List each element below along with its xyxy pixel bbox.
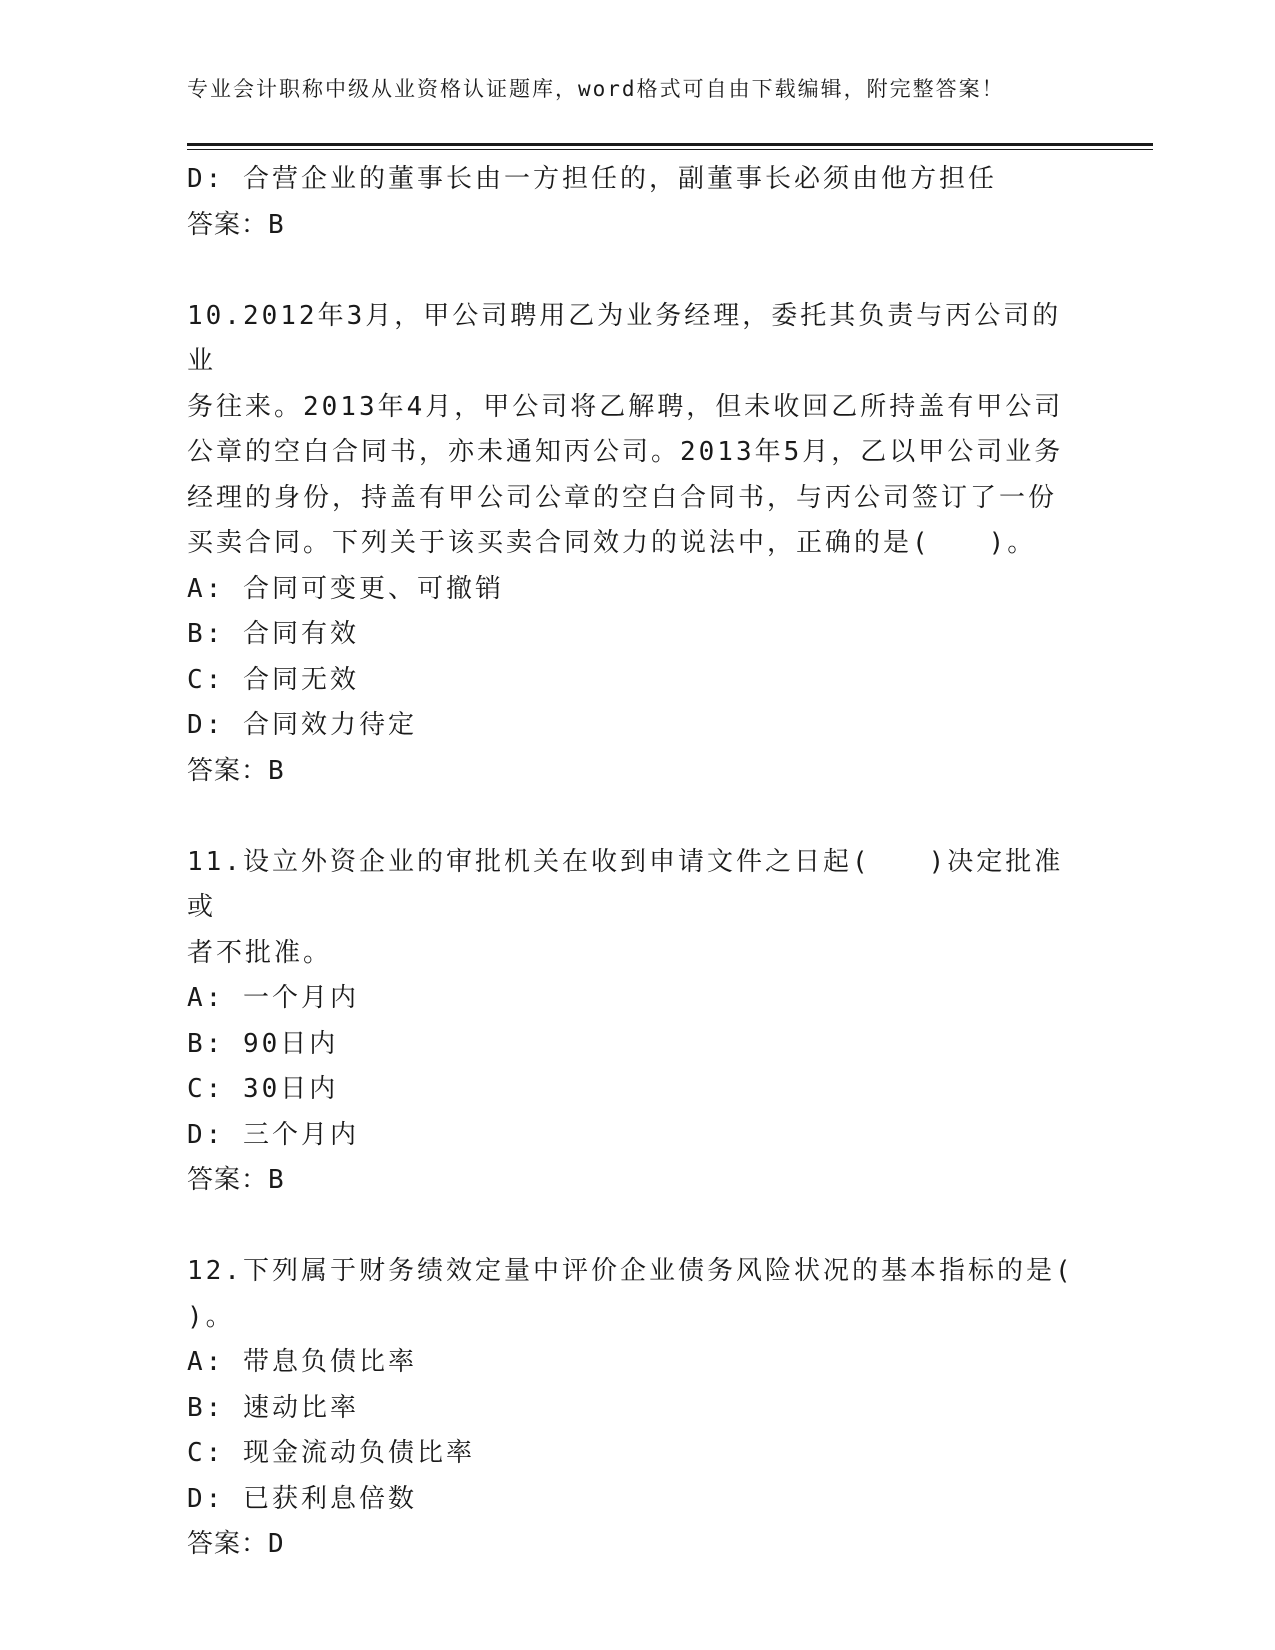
question-content bbox=[187, 157, 1087, 1568]
answer-line: 答案：B bbox=[187, 209, 285, 240]
answer-line: 答案：D bbox=[187, 1529, 285, 1559]
question-12 bbox=[187, 1249, 1087, 1568]
question-text-line: 经理的身份，持盖有甲公司公章的空白合同书，与丙公司签订了一份 bbox=[187, 482, 1058, 513]
question-text-line: )。 bbox=[187, 1301, 235, 1332]
spacer bbox=[187, 1204, 1087, 1250]
header-divider bbox=[187, 143, 1153, 146]
question-text-line: 12.下列属于财务绩效定量中评价企业债务风险状况的基本指标的是( bbox=[187, 1256, 1074, 1286]
option-d: D: 已获利息倍数 bbox=[187, 1483, 417, 1514]
option-d: D: 合同效力待定 bbox=[187, 710, 417, 740]
option-a: A: 一个月内 bbox=[187, 983, 359, 1013]
question-text-line: 公章的空白合同书，亦未通知丙公司。2013年5月，乙以甲公司业务 bbox=[187, 437, 1064, 467]
option-b: B: 90日内 bbox=[187, 1028, 339, 1059]
option-c: C: 合同无效 bbox=[187, 664, 359, 695]
question-text-line: 10.2012年3月，甲公司聘用乙为业务经理，委托其负责与丙公司的业 bbox=[187, 300, 1062, 376]
question-text-line: 务往来。2013年4月，甲公司将乙解聘，但未收回乙所持盖有甲公司 bbox=[187, 391, 1064, 422]
answer-line: 答案：B bbox=[187, 1165, 285, 1195]
option-d: D: 三个月内 bbox=[187, 1119, 359, 1150]
question-10 bbox=[187, 294, 1087, 795]
spacer bbox=[187, 248, 1087, 294]
question-text-line: 11.设立外资企业的审批机关在收到申请文件之日起( )决定批准或 bbox=[187, 846, 1064, 922]
option-a: A: 合同可变更、可撤销 bbox=[187, 573, 504, 604]
option-c: C: 现金流动负债比率 bbox=[187, 1438, 475, 1468]
page-header: 专业会计职称中级从业资格认证题库，word格式可自由下载编辑，附完整答案！ bbox=[187, 77, 1005, 101]
question-text-line: 买卖合同。下列关于该买卖合同效力的说法中，正确的是( )。 bbox=[187, 528, 1037, 558]
option-c: C: 30日内 bbox=[187, 1074, 339, 1104]
question-text-line: 者不批准。 bbox=[187, 937, 333, 968]
option-a: A: 带息负债比率 bbox=[187, 1347, 417, 1377]
answer-line: 答案：B bbox=[187, 755, 285, 786]
spacer bbox=[187, 794, 1087, 840]
option-b: B: 合同有效 bbox=[187, 619, 359, 649]
option-b: B: 速动比率 bbox=[187, 1392, 359, 1423]
header-divider-thin bbox=[187, 149, 1153, 150]
option-d: D: 合营企业的董事长由一方担任的，副董事长必须由他方担任 bbox=[187, 164, 997, 194]
question-11 bbox=[187, 840, 1087, 1204]
